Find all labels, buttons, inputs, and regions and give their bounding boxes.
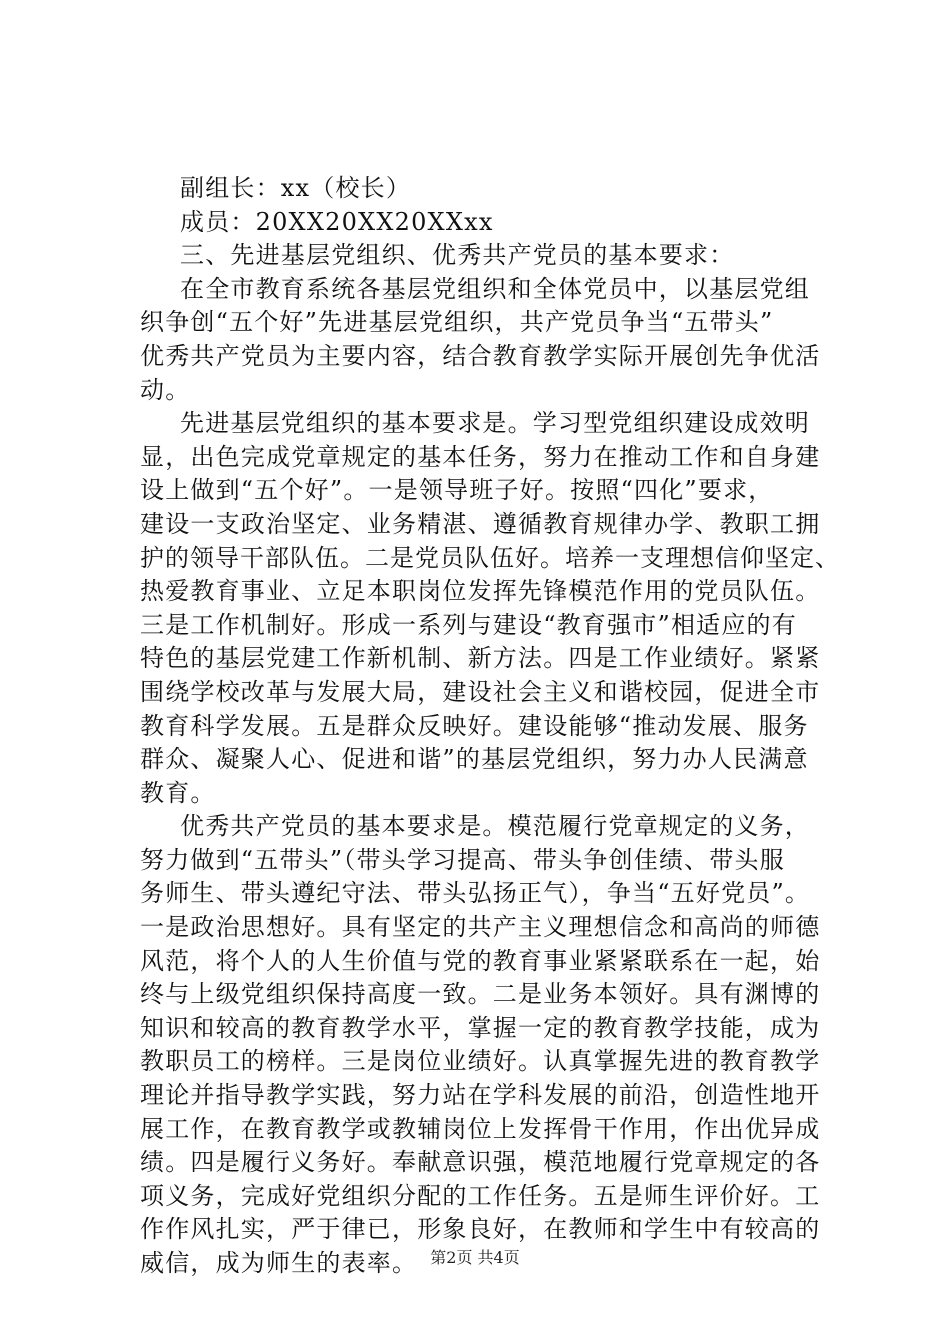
text-line: 三是工作机制好。形成一系列与建设“教育强市”相适应的有 [140,610,797,639]
text-line: 努力做到“五带头”（带头学习提高、带头争创佳绩、带头服 [140,845,785,874]
text-line: 务师生、带头遵纪守法、带头弘扬正气），争当“五好党员”。 [140,879,811,908]
text-line: 作作风扎实，严于律已，形象良好，在教师和学生中有较高的 [140,1215,821,1244]
text-line: 先进基层党组织的基本要求是。学习型党组织建设成效明 [180,409,810,438]
text-line: 教育。 [140,778,216,807]
text-line: 护的领导干部队伍。二是党员队伍好。培养一支理想信仰坚定、 [140,543,840,572]
text-line: 设上做到“五个好”。一是领导班子好。按照“四化”要求， [140,476,774,505]
document-body [140,172,840,1281]
text-line: 知识和较高的教育教学水平，掌握一定的教育教学技能，成为 [140,1013,821,1042]
page-number-footer: 第2页 共4页 [430,1248,520,1267]
text-line: 绩。四是履行义务好。奉献意识强，模范地履行党章规定的各 [140,1148,821,1177]
text-line: 展工作，在教育教学或教辅岗位上发挥骨干作用，作出优异成 [140,1114,821,1143]
text-line: 成员：20XX20XX20XXxx [180,207,494,236]
text-line: 理论并指导教学实践，努力站在学科发展的前沿，创造性地开 [140,1081,821,1110]
text-line: 建设一支政治坚定、业务精湛、遵循教育规律办学、教职工拥 [140,509,821,538]
text-line: 特色的基层党建工作新机制、新方法。四是工作业绩好。紧紧 [140,644,821,673]
text-line: 动。 [140,375,191,404]
text-line: 围绕学校改革与发展大局，建设社会主义和谐校园，促进全市 [140,677,821,706]
text-line: 教育科学发展。五是群众反映好。建设能够“推动发展、服务 [140,711,809,740]
text-line: 热爱教育事业、立足本职岗位发挥先锋模范作用的党员队伍。 [140,577,821,606]
text-line: 项义务，完成好党组织分配的工作任务。五是师生评价好。工 [140,1181,821,1210]
text-line: 威信，成为师生的表率。 [140,1249,418,1277]
text-line: 群众、凝聚人心、促进和谐”的基层党组织，努力办人民满意 [140,745,809,774]
text-line: 一是政治思想好。具有坚定的共产主义理想信念和高尚的师德 [140,913,821,942]
text-line: 三、先进基层党组织、优秀共产党员的基本要求： [180,241,735,270]
text-line: 显，出色完成党章规定的基本任务，努力在推动工作和自身建 [140,442,821,471]
text-line: 风范，将个人的人生价值与党的教育事业紧紧联系在一起，始 [140,946,821,975]
text-line: 优秀共产党员的基本要求是。模范履行党章规定的义务， [180,812,810,841]
text-line: 副组长：xx（校长） [180,174,412,202]
text-line: 优秀共产党员为主要内容，结合教育教学实际开展创先争优活 [140,341,821,370]
text-line: 教职员工的榜样。三是岗位业绩好。认真掌握先进的教育教学 [140,1047,821,1076]
text-line: 织争创“五个好”先进基层党组织，共产党员争当“五带头” [140,308,774,337]
text-line: 在全市教育系统各基层党组织和全体党员中，以基层党组 [180,274,810,303]
text-line: 终与上级党组织保持高度一致。二是业务本领好。具有渊博的 [140,980,821,1009]
